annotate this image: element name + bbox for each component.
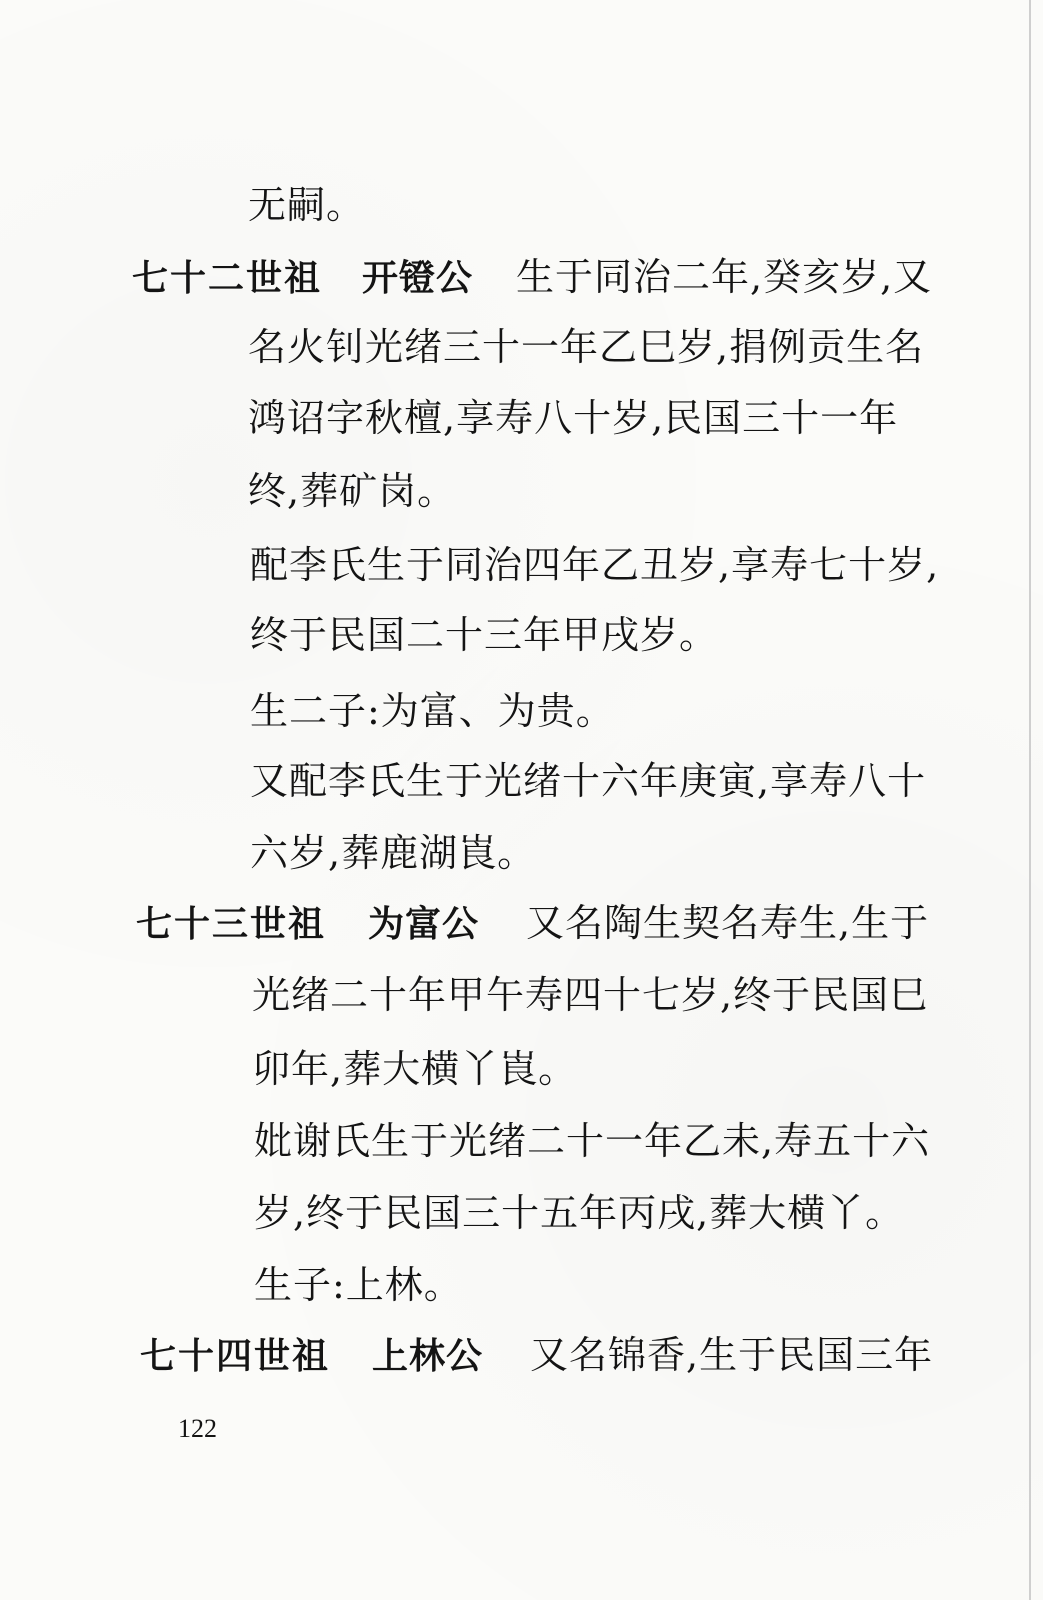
generation-heading: 七十三世祖 xyxy=(136,904,327,945)
text-line: 又名锦香,生于民国三年 xyxy=(530,1333,934,1377)
text-line: 六岁,葬鹿湖崀。 xyxy=(250,831,537,875)
text-line: 妣谢氏生于光绪二十一年乙未,寿五十六 xyxy=(254,1119,931,1163)
text-line: 卯年,葬大横丫崀。 xyxy=(252,1047,578,1091)
text-line: 无嗣。 xyxy=(248,183,366,227)
text-line: 生于同治二年,癸亥岁,又 xyxy=(516,255,933,299)
text-line: 配李氏生于同治四年乙丑岁,享寿七十岁, xyxy=(250,543,940,587)
ancestor-name: 上林公 xyxy=(372,1336,484,1377)
text-line: 生子:上林。 xyxy=(254,1263,463,1307)
page-edge xyxy=(1029,0,1031,1600)
text-line: 终,葬矿岗。 xyxy=(248,469,457,513)
ancestor-name: 为富公 xyxy=(368,904,480,945)
text-line: 又配李氏生于光绪十六年庚寅,享寿八十 xyxy=(250,759,927,803)
generation-heading: 七十四世祖 xyxy=(140,1336,331,1377)
page-number: 122 xyxy=(178,1414,217,1443)
text-line: 鸿诏字秋檀,享寿八十岁,民国三十一年 xyxy=(248,396,899,440)
text-line: 生二子:为富、为贵。 xyxy=(250,689,615,733)
text-line: 岁,终于民国三十五年丙戌,葬大横丫。 xyxy=(254,1191,905,1235)
text-line: 又名陶生契名寿生,生于 xyxy=(526,901,930,945)
text-line: 终于民国二十三年甲戌岁。 xyxy=(250,613,719,657)
text-line: 名火钊光绪三十一年乙巳岁,捐例贡生名 xyxy=(248,325,925,369)
generation-heading: 七十二世祖 xyxy=(132,258,323,299)
text-line: 光绪二十年甲午寿四十七岁,终于民国巳 xyxy=(252,973,929,1017)
ancestor-name: 开镫公 xyxy=(362,258,474,299)
